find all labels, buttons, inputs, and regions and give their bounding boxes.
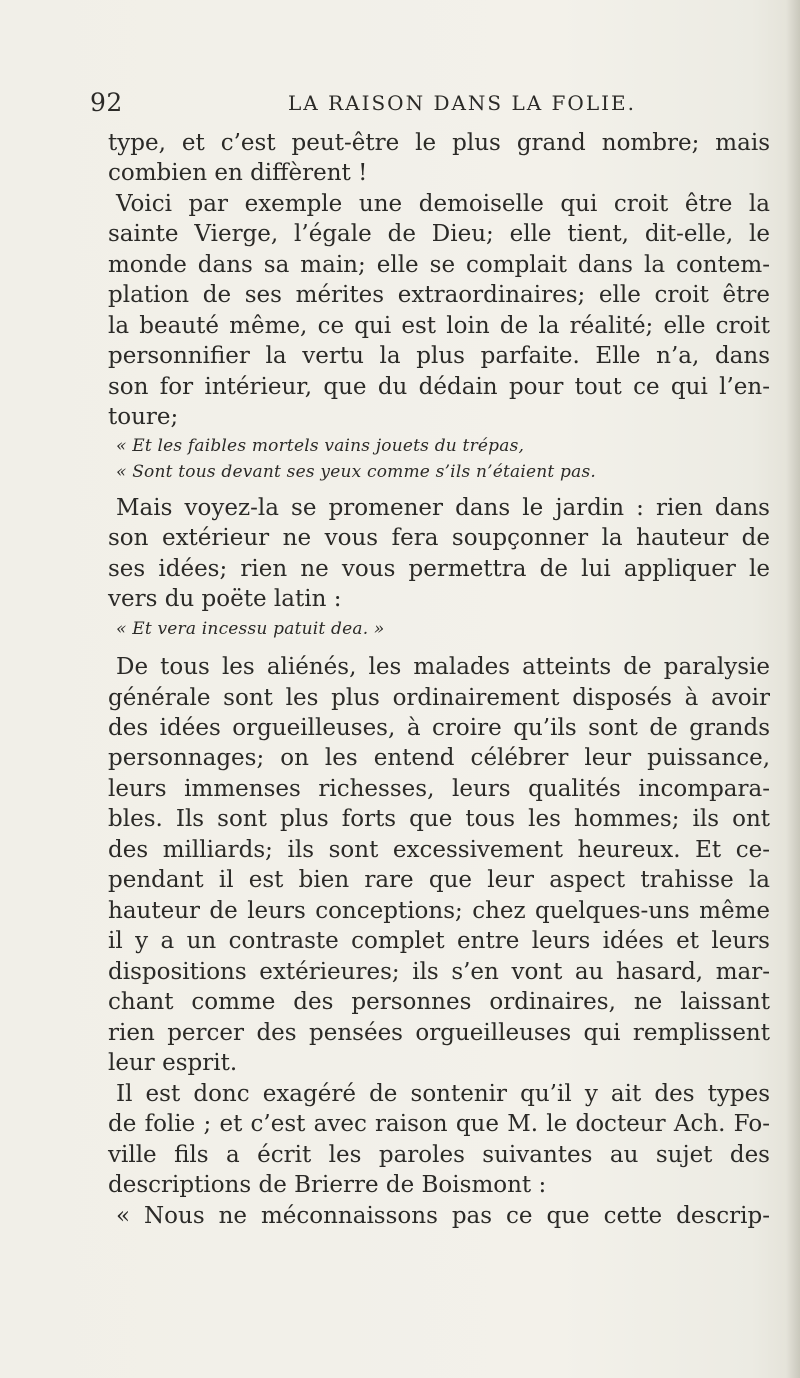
text-line: des milliards; ils sont excessivement heureux. Et ce- xyxy=(108,837,770,863)
text-line: dispositions extérieures; ils s’en vont au hasard, mar- xyxy=(108,959,770,985)
text-line: il y a un contraste complet entre leurs idées et leurs xyxy=(108,928,770,954)
text-line: toure; xyxy=(108,404,179,430)
text-line: personnages; on les entend célébrer leur puissance, xyxy=(108,745,770,771)
text-line: descriptions de Brierre de Boismont : xyxy=(108,1172,547,1198)
text-line: De tous les aliénés, les malades atteints de paralysie xyxy=(116,654,770,680)
text-line: générale sont les plus ordinairement disposés à avoir xyxy=(108,685,770,711)
text-line: leurs immenses richesses, leurs qualités incompara- xyxy=(108,776,770,802)
text-line: type, et c’est peut-être le plus grand nombre; mais xyxy=(108,130,770,156)
text-line: de folie ; et c’est avec raison que M. le docteur Ach. Fo- xyxy=(108,1111,770,1137)
text-line: combien en diffèrent ! xyxy=(108,160,368,186)
text-line: monde dans sa main; elle se complait dans la contem- xyxy=(108,252,770,278)
text-line: ville fils a écrit les paroles suivantes au sujet des xyxy=(108,1142,770,1168)
text-line: pendant il est bien rare que leur aspect trahisse la xyxy=(108,867,770,893)
text-line: plation de ses mérites extraordinaires; elle croit être xyxy=(108,282,770,308)
text-line: Voici par exemple une demoiselle qui croit être la xyxy=(116,191,770,217)
page-number: 92 xyxy=(90,88,123,117)
text-line: la beauté même, ce qui est loin de la réalité; elle croit xyxy=(108,313,770,339)
text-line: rien percer des pensées orgueilleuses qui remplissent xyxy=(108,1020,770,1046)
text-line: sainte Vierge, l’égale de Dieu; elle tient, dit-elle, le xyxy=(108,221,770,247)
page-edge-shadow xyxy=(786,0,800,1378)
running-head: LA RAISON DANS LA FOLIE. xyxy=(288,91,636,115)
text-line: Mais voyez-la se promener dans le jardin : rien dans xyxy=(116,495,770,521)
verse-line: « Et les faibles mortels vains jouets du trépas, xyxy=(116,436,525,456)
text-line: chant comme des personnes ordinaires, ne laissant xyxy=(108,989,770,1015)
page-header xyxy=(90,88,780,118)
text-line: son for intérieur, que du dédain pour tout ce qui l’en- xyxy=(108,374,770,400)
text-line: son extérieur ne vous fera soupçonner la hauteur de xyxy=(108,525,770,551)
text-line: personnifier la vertu la plus parfaite. Elle n’a, dans xyxy=(108,343,770,369)
text-line: des idées orgueilleuses, à croire qu’ils sont de grands xyxy=(108,715,770,741)
text-line: bles. Ils sont plus forts que tous les hommes; ils ont xyxy=(108,806,770,832)
text-line: « Nous ne méconnaissons pas ce que cette descrip- xyxy=(116,1203,770,1229)
verse-line: « Et vera incessu patuit dea. » xyxy=(116,619,385,639)
text-line: leur esprit. xyxy=(108,1050,238,1076)
text-line: ses idées; rien ne vous permettra de lui appliquer le xyxy=(108,556,770,582)
text-line: Il est donc exagéré de sontenir qu’il y ait des types xyxy=(116,1081,770,1107)
text-line: hauteur de leurs conceptions; chez quelques-uns même xyxy=(108,898,770,924)
text-line: vers du poëte latin : xyxy=(108,586,342,612)
verse-line: « Sont tous devant ses yeux comme s’ils n’étaient pas. xyxy=(116,462,596,482)
